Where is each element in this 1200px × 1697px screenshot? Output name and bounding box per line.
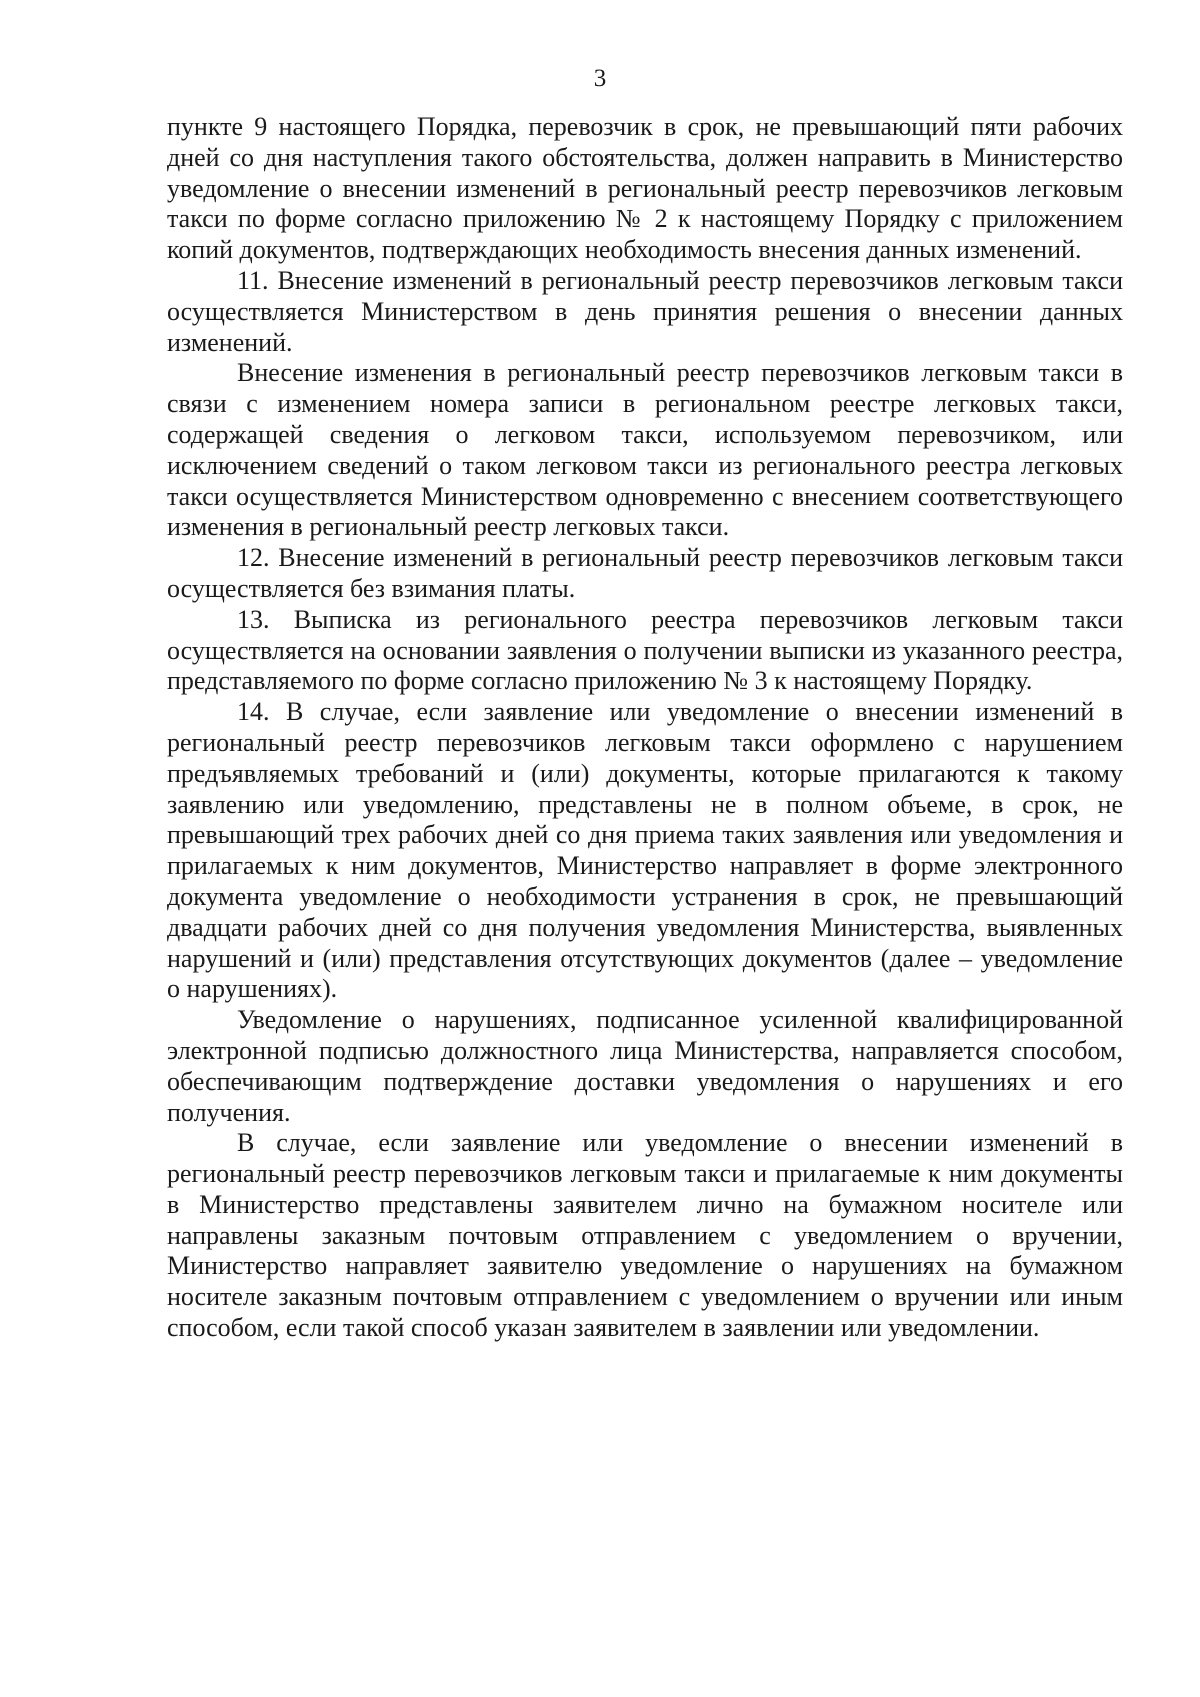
document-body (167, 112, 1123, 1344)
paragraph-item-11-part-2: Внесение изменения в региональный реестр перевозчиков легковым такси в связи с изменением номера записи в региональном реестре легковых такси, содержащей сведения о легковом такси, используемом перевозчиком, или исключением сведений о таком легковом такси из регионального реестра легковых такси осуществляется Министерством одновременно с внесением соответствующего изменения в региональный реестр легковых такси. (167, 358, 1123, 542)
paragraph-item-14: 14. В случае, если заявление или уведомление о внесении изменений в региональный реестр перевозчиков легковым такси оформлено с нарушением предъявляемых требований и (или) документы, которые прилагаются к такому заявлению или уведомлению, представлены не в полном объеме, в срок, не превышающий трех рабочих дней со дня приема таких заявления или уведомления и прилагаемых к ним документов, Министерство направляет в форме электронного документа уведомление о необходимости устранения в срок, не превышающий двадцати рабочих дней со дня получения уведомления Министерства, выявленных нарушений и (или) представления отсутствующих документов (далее – уведомление о нарушениях). (167, 697, 1123, 1004)
paragraph-continuation-item-10: пункте 9 настоящего Порядка, перевозчик в срок, не превышающий пяти рабочих дней со дня наступления такого обстоятельства, должен направить в Министерство уведомление о внесении изменений в региональный реестр перевозчиков легковым такси по форме согласно приложению № 2 к настоящему Порядку с приложением копий документов, подтверждающих необходимость внесения данных изменений. (167, 112, 1123, 265)
page-number: 3 (593, 65, 607, 92)
paragraph-item-12: 12. Внесение изменений в региональный реестр перевозчиков легковым такси осуществляется без взимания платы. (167, 543, 1123, 603)
paragraph-item-14-part-2: Уведомление о нарушениях, подписанное усиленной квалифицированной электронной подписью должностного лица Министерства, направляется способом, обеспечивающим подтверждение доставки уведомления о нарушениях и его получения. (167, 1005, 1123, 1127)
paragraph-item-13: 13. Выписка из регионального реестра перевозчиков легковым такси осуществляется на основании заявления о получении выписки из указанного реестра, представляемого по форме согласно приложению № 3 к настоящему Порядку. (167, 604, 1123, 696)
paragraph-item-14-part-3: В случае, если заявление или уведомление о внесении изменений в региональный реестр перевозчиков легковым такси и прилагаемые к ним документы в Министерство представлены заявителем лично на бумажном носителе или направлены заказным почтовым отправлением с уведомлением о вручении, Министерство направляет заявителю уведомление о нарушениях на бумажном носителе заказным почтовым отправлением с уведомлением о вручении или иным способом, если такой способ указан заявителем в заявлении или уведомлении. (167, 1128, 1123, 1343)
paragraph-item-11: 11. Внесение изменений в региональный реестр перевозчиков легковым такси осуществляется Министерством в день принятия решения о внесении данных изменений. (167, 265, 1123, 357)
